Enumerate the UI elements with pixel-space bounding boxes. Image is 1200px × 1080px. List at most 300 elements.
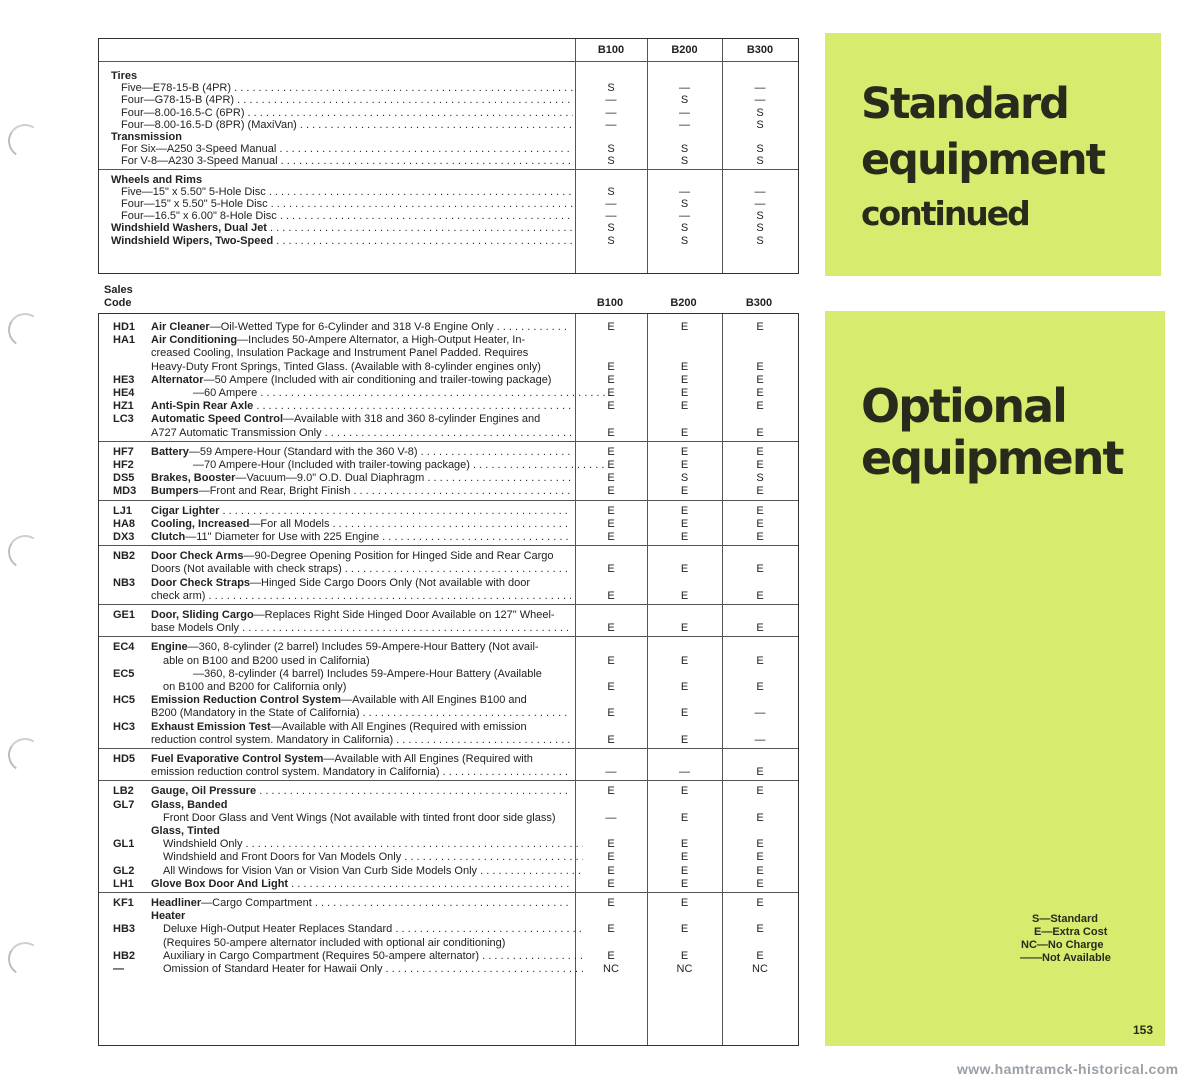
- availability-cell-b100: E: [607, 373, 615, 386]
- item-text: Windshield Only: [163, 838, 243, 851]
- item-name: Cigar Lighter: [151, 504, 220, 517]
- availability-cell-b200: E: [680, 923, 689, 936]
- availability-cell-b200: E: [680, 785, 689, 798]
- item-heading: [151, 896, 571, 910]
- sales-code: GL2: [113, 864, 135, 877]
- availability-cell-b300: E: [756, 563, 764, 576]
- item-name: Air Conditioning: [151, 334, 238, 347]
- item-description: [151, 360, 571, 374]
- availability-cell-b300: E: [756, 923, 764, 936]
- availability-cell-b100: E: [607, 387, 615, 399]
- binder-hole: [5, 121, 45, 161]
- sales-code: LJ1: [113, 504, 132, 517]
- table-row: [99, 680, 798, 694]
- sales-code: HA1: [113, 334, 136, 347]
- item-heading: [151, 471, 571, 485]
- standard-equipment-table: [98, 38, 799, 274]
- availability-cell-b300: S: [756, 472, 764, 485]
- item-heading: [151, 877, 571, 891]
- sales-code: MD3: [113, 485, 137, 498]
- sales-code: GL7: [113, 798, 135, 811]
- panel-title-line: Standard: [861, 79, 1068, 129]
- table-row: [99, 504, 798, 518]
- availability-cell-b300: —: [754, 185, 766, 198]
- item-heading: [151, 576, 571, 590]
- item-description: [151, 765, 571, 779]
- item-description: [163, 864, 583, 878]
- availability-cell-b300: E: [756, 360, 764, 373]
- item-name: Door Check Arms: [151, 550, 244, 563]
- availability-cell-b300: —: [754, 707, 766, 720]
- table-row: [99, 386, 798, 400]
- availability-cell-b300: E: [756, 877, 764, 890]
- availability-cell-b200: —: [679, 106, 690, 119]
- item-heading: [151, 484, 571, 498]
- sales-code: HB2: [113, 949, 136, 962]
- availability-cell-b200: S: [680, 94, 689, 107]
- item-text: Wheels and Rims: [111, 173, 203, 186]
- item-text: —11" Diameter for Use with 225 Engine: [185, 531, 380, 543]
- availability-cell-b200: E: [680, 949, 689, 962]
- sales-code: HB3: [113, 923, 136, 936]
- item-text: All Windows for Vision Van or Vision Van Curb Side Models Only: [163, 864, 478, 877]
- availability-cell-b300: E: [756, 864, 764, 877]
- availability-cell-b300: E: [756, 785, 764, 798]
- sales-code: NB2: [113, 550, 136, 563]
- table-row: [99, 562, 798, 576]
- item-heading: [151, 752, 571, 766]
- item-description: [193, 386, 613, 400]
- availability-cell-b300: E: [756, 504, 764, 517]
- availability-cell-b100: E: [607, 864, 615, 877]
- section-divider: [99, 441, 798, 442]
- item-text: —For all Models: [249, 517, 330, 530]
- item-text: —Replaces Right Side Hinged Door Available on 127" Wheel-: [253, 609, 555, 621]
- item-description: [151, 589, 571, 603]
- table-row: [99, 399, 798, 413]
- availability-cell-b200: —: [679, 185, 690, 198]
- item-text: —Front and Rear, Bright Finish: [198, 485, 351, 498]
- table-row: [99, 412, 798, 426]
- availability-cell-b100: E: [607, 472, 615, 485]
- panel-title-line: Optional: [861, 379, 1066, 433]
- table-row: [99, 909, 798, 923]
- sales-code: HD1: [113, 321, 136, 333]
- item-text: Four—8.00-16.5-C (6PR): [121, 106, 245, 119]
- availability-cell-b100: —: [605, 811, 617, 824]
- sales-code: HE4: [113, 387, 135, 399]
- item-description: [163, 922, 583, 936]
- optional-equipment-panel: [825, 311, 1165, 1046]
- item-description: [163, 680, 583, 694]
- sales-code: HZ1: [113, 400, 134, 413]
- item-text: —Cargo Compartment: [201, 897, 312, 909]
- table-row: [99, 234, 798, 248]
- item-text: —70 Ampere-Hour (Included with trailer-towing package): [193, 459, 470, 471]
- item-heading: [151, 399, 571, 413]
- availability-cell-b100: —: [605, 106, 617, 119]
- sales-code: DS5: [113, 472, 135, 485]
- item-text: on B100 and B200 for California only): [163, 681, 347, 693]
- item-heading: [151, 824, 571, 838]
- table-row: [99, 706, 798, 720]
- availability-cell-b100: E: [607, 877, 615, 890]
- item-name: Battery: [151, 445, 189, 458]
- section-divider: [99, 545, 798, 546]
- availability-cell-b100: E: [607, 504, 615, 517]
- item-text: (Requires 50-ampere alternator included with optional air conditioning): [163, 936, 506, 949]
- availability-cell-b100: E: [607, 321, 615, 333]
- table-row: [99, 154, 798, 168]
- page-number: 153: [1133, 1023, 1154, 1037]
- item-heading: [151, 504, 571, 518]
- item-name: Bumpers: [151, 485, 199, 498]
- item-text: Tires: [111, 70, 138, 82]
- availability-cell-b100: E: [607, 459, 615, 471]
- item-text: check arm): [151, 589, 206, 602]
- column-header-b100: B100: [597, 44, 625, 56]
- table-row: [99, 733, 798, 747]
- table-row: [99, 346, 798, 360]
- availability-cell-b200: E: [680, 707, 689, 720]
- item-name: Brakes, Booster: [151, 472, 236, 485]
- table-row: [99, 333, 798, 347]
- availability-cell-b100: E: [607, 707, 615, 720]
- item-text: —Available with All Engines B100 and: [341, 694, 527, 707]
- availability-cell-b100: E: [607, 531, 615, 543]
- legend-no-charge: NC—No Charge: [1021, 939, 1104, 951]
- table-row: [99, 949, 798, 963]
- availability-cell-b100: —: [605, 94, 617, 107]
- availability-cell-b300: —: [754, 94, 766, 107]
- item-description: [151, 706, 571, 720]
- column-header-b100: B100: [596, 297, 624, 309]
- item-name: Heater: [151, 910, 186, 923]
- item-description: [163, 811, 583, 825]
- sales-code: HD5: [113, 753, 136, 765]
- item-name: Cooling, Increased: [151, 517, 250, 530]
- item-text: reduction control system. Mandatory in California): [151, 733, 394, 746]
- item-heading: [151, 373, 571, 387]
- table-row: [99, 576, 798, 590]
- item-text: —Available with 318 and 360 8-cylinder Engines and: [283, 413, 541, 426]
- sales-code: LH1: [113, 877, 134, 890]
- item-heading: [151, 693, 571, 707]
- availability-cell-b200: E: [680, 445, 689, 458]
- item-text: B200 (Mandatory in the State of California): [151, 707, 360, 720]
- availability-cell-b100: S: [607, 234, 615, 247]
- availability-cell-b200: S: [680, 222, 689, 235]
- availability-cell-b100: E: [607, 949, 615, 962]
- availability-cell-b200: S: [680, 143, 689, 156]
- sales-code: —: [113, 963, 124, 975]
- item-name: Anti-Spin Rear Axle: [151, 400, 254, 413]
- table-row: [99, 798, 798, 812]
- availability-cell-b300: S: [756, 234, 764, 247]
- item-description: [193, 667, 613, 681]
- legend: [1020, 913, 1111, 965]
- section-divider: [99, 169, 798, 170]
- availability-cell-b300: E: [756, 622, 764, 635]
- availability-cell-b200: E: [680, 622, 689, 635]
- item-name: Headliner: [151, 897, 202, 909]
- item-text: —Vacuum—9.0" O.D. Dual Diaphragm: [235, 472, 425, 485]
- availability-cell-b100: S: [607, 185, 615, 198]
- availability-cell-b200: —: [679, 118, 690, 131]
- item-name: Gauge, Oil Pressure: [151, 785, 257, 798]
- availability-cell-b100: E: [607, 785, 615, 798]
- sales-code: HE3: [113, 373, 135, 386]
- availability-cell-b300: E: [756, 949, 764, 962]
- availability-cell-b300: E: [756, 373, 764, 386]
- availability-cell-b200: E: [680, 563, 689, 576]
- availability-cell-b300: S: [756, 143, 764, 156]
- availability-cell-b100: E: [607, 654, 615, 667]
- item-text: —Available with All Engines (Required with emission: [270, 720, 527, 733]
- availability-cell-b100: E: [607, 733, 615, 746]
- table-row: [99, 877, 798, 891]
- availability-cell-b100: E: [607, 589, 615, 602]
- availability-cell-b200: E: [680, 811, 689, 824]
- table-row: [99, 936, 798, 950]
- section-divider: [99, 780, 798, 781]
- availability-cell-b200: E: [680, 373, 689, 386]
- availability-cell-b100: S: [607, 222, 615, 235]
- availability-cell-b300: E: [756, 838, 764, 851]
- availability-cell-b200: E: [680, 681, 689, 693]
- sales-code-label: Sales Code: [104, 284, 133, 309]
- optional-equipment-table: [98, 313, 799, 1046]
- availability-cell-b100: E: [607, 485, 615, 498]
- item-heading: [151, 445, 571, 459]
- item-description: [163, 654, 583, 668]
- item-text: —360, 8-cylinder (2 barrel) Includes 59-Ampere-Hour Battery (Not avail-: [187, 641, 539, 654]
- item-text: Deluxe High-Output Heater Replaces Standard: [163, 923, 393, 936]
- item-text: —Hinged Side Cargo Doors Only (Not available with door: [250, 576, 531, 589]
- item-text: —90-Degree Opening Position for Hinged Side and Rear Cargo: [243, 550, 554, 563]
- item-description: [151, 733, 571, 747]
- item-heading: [151, 720, 571, 734]
- item-text: Four—15" x 5.50" 5-Hole Disc: [121, 198, 268, 210]
- item-name: Glass, Banded: [151, 798, 228, 811]
- availability-cell-b300: E: [756, 654, 764, 667]
- availability-cell-b100: —: [605, 766, 617, 779]
- table-row: [99, 850, 798, 864]
- availability-cell-b200: E: [680, 589, 689, 602]
- section-divider: [99, 892, 798, 893]
- item-text: Four—16.5" x 6.00" 8-Hole Disc: [121, 210, 277, 223]
- table-row: [99, 484, 798, 498]
- table-row: [99, 445, 798, 459]
- table-row: [99, 517, 798, 531]
- availability-cell-b300: E: [756, 321, 764, 333]
- item-name: Engine: [151, 641, 188, 654]
- item-text: A727 Automatic Transmission Only: [151, 426, 322, 439]
- item-text: —Available with All Engines (Required with: [323, 753, 533, 765]
- availability-cell-b300: E: [756, 445, 764, 458]
- sales-code: EC4: [113, 641, 135, 654]
- item-description: [151, 621, 571, 635]
- availability-cell-b100: E: [607, 622, 615, 635]
- availability-cell-b300: S: [756, 106, 764, 119]
- availability-cell-b200: E: [680, 485, 689, 498]
- availability-cell-b200: E: [680, 531, 689, 543]
- sales-code: HC3: [113, 720, 136, 733]
- availability-cell-b200: —: [679, 82, 690, 95]
- table-row: [99, 471, 798, 485]
- item-text: Five—E78-15-B (4PR): [121, 82, 232, 95]
- availability-cell-b200: E: [680, 851, 689, 864]
- sales-code: GE1: [113, 609, 136, 621]
- table-row: [99, 640, 798, 654]
- item-text: base Models Only: [151, 622, 240, 635]
- item-description: [193, 458, 613, 472]
- availability-cell-b100: E: [607, 445, 615, 458]
- table-row: [99, 864, 798, 878]
- table-row: [99, 765, 798, 779]
- availability-cell-b200: E: [680, 517, 689, 530]
- item-text: Front Door Glass and Vent Wings (Not available with tinted front door side glass): [163, 811, 556, 824]
- availability-cell-b200: S: [680, 155, 689, 168]
- availability-cell-b300: E: [756, 459, 764, 471]
- table-row: [99, 784, 798, 798]
- sales-code: LC3: [113, 413, 134, 426]
- availability-cell-b200: E: [680, 897, 689, 909]
- availability-cell-b100: E: [607, 517, 615, 530]
- item-name: Door Check Straps: [151, 576, 251, 589]
- sales-code: EC5: [113, 667, 135, 680]
- column-header-b300: B300: [746, 44, 774, 56]
- availability-cell-b300: S: [756, 210, 764, 223]
- item-text: Windshield Wipers, Two-Speed: [111, 234, 274, 247]
- item-text: Omission of Standard Heater for Hawaii Only: [163, 963, 383, 975]
- section-divider: [99, 748, 798, 749]
- item-description: [163, 949, 583, 963]
- table-row: [99, 693, 798, 707]
- sales-code: HA8: [113, 517, 136, 530]
- sales-code: NB3: [113, 576, 136, 589]
- availability-cell-b100: E: [607, 838, 615, 851]
- availability-cell-b200: E: [680, 426, 689, 439]
- availability-cell-b300: E: [756, 485, 764, 498]
- binder-hole: [5, 532, 45, 572]
- item-name: Door, Sliding Cargo: [151, 609, 254, 621]
- availability-cell-b200: E: [680, 654, 689, 667]
- availability-cell-b200: —: [679, 210, 690, 223]
- sales-code: HC5: [113, 694, 136, 707]
- panel-title-line: equipment: [861, 431, 1123, 485]
- item-text: —50 Ampere (Included with air conditioning and trailer-towing package): [203, 373, 552, 386]
- availability-cell-b300: E: [756, 897, 764, 909]
- item-description: [121, 154, 573, 168]
- availability-cell-b100: E: [607, 400, 615, 413]
- availability-cell-b200: E: [680, 321, 689, 333]
- table-row: [99, 549, 798, 563]
- availability-cell-b300: NC: [752, 963, 768, 975]
- availability-cell-b300: E: [756, 426, 764, 439]
- item-heading: [151, 784, 571, 798]
- availability-cell-b100: NC: [603, 963, 619, 975]
- item-text: Four—8.00-16.5-D (8PR) (MaxiVan): [121, 118, 297, 131]
- item-text: —360, 8-cylinder (4 barrel) Includes 59-Ampere-Hour Battery (Available: [193, 667, 542, 680]
- availability-cell-b200: E: [680, 360, 689, 373]
- column-header-b300: B300: [745, 297, 773, 309]
- availability-cell-b100: —: [605, 118, 617, 131]
- availability-cell-b100: —: [605, 198, 617, 210]
- legend-not-available: ——Not Available: [1020, 952, 1111, 964]
- item-text: For V-8—A230 3-Speed Manual: [121, 155, 278, 168]
- availability-cell-b200: E: [680, 504, 689, 517]
- availability-cell-b200: E: [680, 387, 689, 399]
- table-row: [99, 320, 798, 334]
- availability-cell-b300: E: [756, 531, 764, 543]
- sales-code: HF2: [113, 459, 134, 471]
- table-row: [99, 896, 798, 910]
- item-heading: [151, 333, 571, 347]
- item-heading: [151, 320, 571, 334]
- table-row: [99, 811, 798, 825]
- item-heading: [151, 517, 571, 531]
- sales-code: LB2: [113, 785, 134, 798]
- item-description: [163, 837, 583, 851]
- watermark: www.hamtramck-historical.com: [957, 1061, 1179, 1077]
- item-name: Clutch: [151, 531, 186, 543]
- item-description: [151, 426, 571, 440]
- availability-cell-b200: E: [680, 877, 689, 890]
- availability-cell-b100: S: [607, 155, 615, 168]
- availability-cell-b300: S: [756, 155, 764, 168]
- item-text: Heavy-Duty Front Springs, Tinted Glass. (Available with 8-cylinder engines only): [151, 360, 541, 373]
- section-divider: [99, 636, 798, 637]
- item-heading: [151, 909, 571, 923]
- item-name: Alternator: [151, 373, 204, 386]
- availability-cell-b200: S: [680, 472, 689, 485]
- table-row: [99, 608, 798, 622]
- table-row: [99, 922, 798, 936]
- standard-equipment-panel: [825, 33, 1161, 276]
- table-row: [99, 837, 798, 851]
- availability-cell-b300: E: [756, 851, 764, 864]
- column-header-b200: B200: [670, 297, 697, 309]
- item-heading: [111, 234, 573, 248]
- item-heading: [151, 549, 571, 563]
- availability-cell-b100: E: [607, 426, 615, 439]
- item-text: —Oil-Wetted Type for 6-Cylinder and 318 V-8 Engine Only: [209, 321, 494, 333]
- availability-cell-b300: E: [756, 400, 764, 413]
- item-name: Air Cleaner: [151, 321, 210, 333]
- table-row: [99, 962, 798, 976]
- panel-subtitle: continued: [861, 194, 1029, 233]
- column-header-b200: B200: [671, 44, 698, 56]
- availability-cell-b200: E: [680, 864, 689, 877]
- item-heading: [151, 798, 571, 812]
- sales-code: GL1: [113, 838, 135, 851]
- table-row: [99, 458, 798, 472]
- item-description: [151, 346, 571, 360]
- availability-cell-b300: S: [756, 222, 764, 235]
- table-row: [99, 654, 798, 668]
- item-text: Windshield Washers, Dual Jet: [111, 222, 267, 235]
- item-name: Automatic Speed Control: [151, 413, 284, 426]
- availability-cell-b200: E: [680, 733, 689, 746]
- availability-cell-b300: —: [754, 733, 766, 746]
- section-divider: [99, 604, 798, 605]
- item-text: Doors (Not available with check straps): [151, 563, 342, 576]
- item-heading: [151, 412, 571, 426]
- item-heading: [151, 640, 571, 654]
- item-name: Emission Reduction Control System: [151, 694, 342, 707]
- item-text: —60 Ampere: [193, 387, 258, 399]
